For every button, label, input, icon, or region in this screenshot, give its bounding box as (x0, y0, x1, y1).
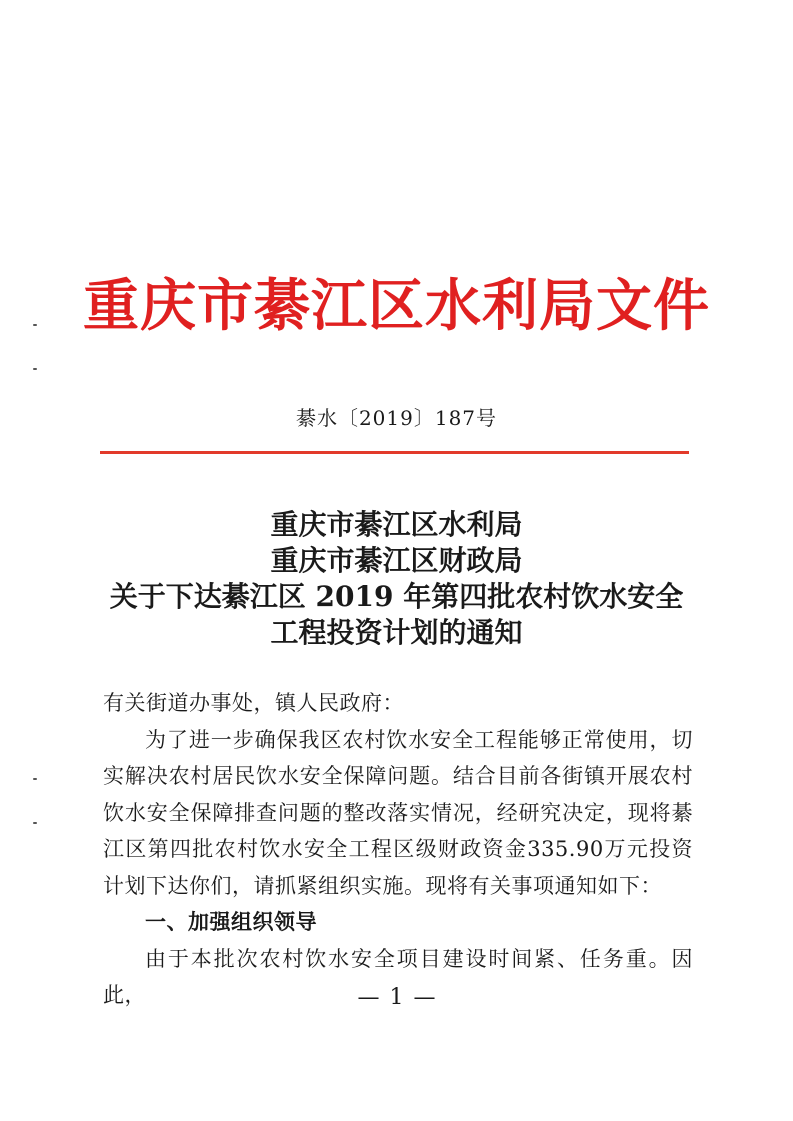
document-masthead: 重庆市綦江区水利局文件 (83, 273, 710, 339)
page-number-dash: — (413, 985, 436, 1010)
document-body (103, 685, 693, 1014)
salutation: 有关街道办事处，镇人民政府： (103, 691, 404, 715)
page-number-dash: — (357, 985, 380, 1010)
scan-speck (33, 324, 37, 326)
red-divider-line (100, 451, 689, 454)
title-line: 关于下达綦江区 2019 年第四批农村饮水安全 (109, 580, 684, 613)
body-paragraph-continued: 由于本批次农村饮水安全项目建设时间紧、任务重。因此， (103, 946, 693, 1007)
title-line: 工程投资计划的通知 (270, 616, 523, 649)
document-title (80, 507, 713, 651)
section-heading: 一、加强组织领导 (145, 910, 317, 934)
body-paragraph: 为了进一步确保我区农村饮水安全工程能够正常使用，切实解决农村居民饮水安全保障问题。结合目前各街镇开展农村饮水安全保障排查问题的整改落实情况，经研究决定，现将綦江区第四批农村饮水安全工程区级财政资金335.90万元投资计划下达你们，请抓紧组织实施。现将有关事项通知如下： (103, 727, 693, 898)
title-line: 重庆市綦江区水利局 (270, 508, 523, 541)
document-number: 綦水〔2019〕187号 (295, 406, 498, 430)
scan-speck (33, 368, 37, 370)
title-line: 重庆市綦江区财政局 (270, 544, 523, 577)
scan-speck (33, 778, 37, 780)
scan-speck (33, 822, 37, 824)
page-number-value: 1 (389, 985, 404, 1010)
page-number (0, 985, 793, 1010)
